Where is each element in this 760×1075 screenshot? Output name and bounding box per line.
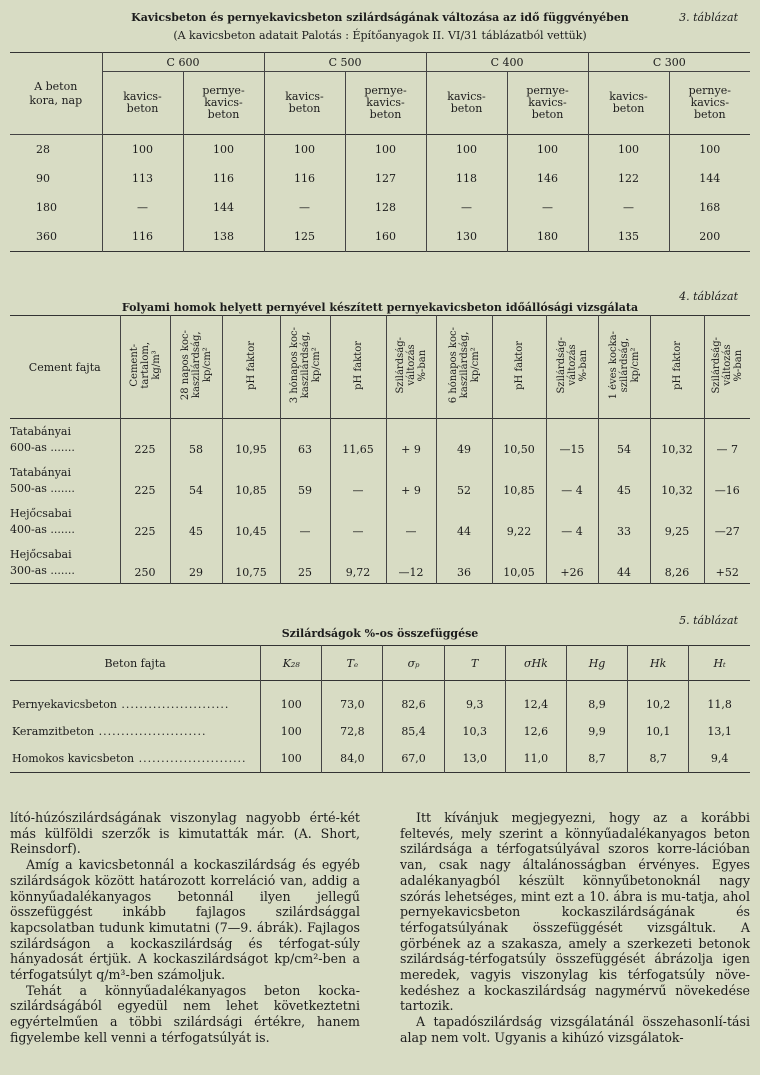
table4-cell: 54 [598,419,650,461]
table3-cell: 116 [264,164,345,193]
left-column [10,810,360,1046]
table3-subheader: pernye- kavics- beton [183,72,264,135]
table3-subheader: kavics- beton [102,72,183,135]
table5-cell: 9,3 [444,681,505,719]
table4 [10,315,750,584]
table5-cell: 11,8 [707,698,732,711]
table5-cell: 10,1 [628,718,689,745]
table5-number: 5. táblázat [679,614,738,627]
table5-cell: 100 [261,745,322,773]
table4-cell: 10,32 [650,419,704,461]
table4-cell: —12 [386,542,436,584]
table5-title: Szilárdságok %-os összefüggése [281,627,479,640]
table5-cell: 100 [261,718,322,745]
table4-cell: 45 [170,501,222,542]
table3 [10,52,750,252]
table5-cell: 13,0 [444,745,505,773]
table4-cell: 45 [598,460,650,501]
table5-cell: 10,3 [444,718,505,745]
table3-subheader: pernye- kavics- beton [688,84,731,121]
table4-header-text: 28 napos koc- kaszilárdság, kp/cm² [179,330,213,401]
table5-cell: 8,9 [566,681,627,719]
paragraph: Itt kívánjuk megjegyezni, hogy az a korábbi feltevés, mely szerint a könnyűadalékanyagos beton szilárdsága a térfogatsúlyával szoros korre-lációban van, csak nagy általánosságban érvényes. Egyes adalékanyagból készült könnyűbetonoknál nagy szórás lehetséges, mint ezt a 10. ábra is mu-tatja, ahol pernyekavicsbeton kockaszilárdságának és térfogatsúlyának összefüggését vizsgáltuk. A görbének az a szakasza, amely a szerkezeti betonok szilárdság-térfogatsúly összefüggését ábrázolja igen meredek, vagyis viszonylag kis térfogatsúly növe-kedéshez a kockaszilárdság nagymérvű növekedése tartozik. [400,810,750,1014]
table4-header-text: pH faktor [352,341,364,390]
table5-header: σₚ [383,646,444,681]
table3-cell: 100 [699,143,721,156]
table4-header [222,316,280,419]
table5-header: Hg [566,646,627,681]
table5-cell: 8,7 [566,745,627,773]
table4-header-text: Szilárdság- változás %-ban [710,337,744,394]
table5-header: Tₑ [322,646,383,681]
table4-header-text: Szilárdság- változás %-ban [555,337,589,394]
table4-cell: — [386,501,436,542]
table3-cell: 144 [699,172,721,185]
table4-cell: 52 [436,460,492,501]
cement-grade: 600-as ....... [10,440,120,456]
cement-grade: 300-as ....... [10,563,120,579]
table-row [10,542,750,584]
table3-cell: 135 [588,222,669,252]
table4-cell: +26 [546,542,598,584]
table4-number: 4. táblázat [679,290,738,303]
table5-cell: 12,4 [505,681,566,719]
table-row [10,164,750,193]
cement-brand: Hejőcsabai [10,548,72,561]
table3-cell: — [264,193,345,222]
table4-cell: — [330,460,386,501]
table3-cell: 100 [102,135,183,165]
table4-cement-name [10,460,120,501]
table4-header [650,316,704,419]
table4-cell: — 7 [716,443,738,456]
table4-header [492,316,546,419]
table4-cement-name [10,419,120,461]
table3-cell: 100 [183,135,264,165]
table3-cell: — [102,193,183,222]
table4-header [330,316,386,419]
cement-grade: 400-as ....... [10,522,120,538]
table4-cell: 29 [170,542,222,584]
table3-cell: 100 [264,135,345,165]
table3-cell: 130 [426,222,507,252]
table5-cell: 100 [261,681,322,719]
table4-cell: —16 [714,484,740,497]
table-row [10,135,750,165]
table4-cell: — [280,501,330,542]
table4-header-text: 3 hónapos koc- kaszilárdság, kp/cm² [288,327,322,404]
table4-header-text: pH faktor [671,341,683,390]
cement-brand: Hejőcsabai [10,507,72,520]
table4-cell: 225 [120,501,170,542]
table4-header [598,316,650,419]
table3-cell: 200 [699,230,721,243]
table4-cell: 225 [120,419,170,461]
table5-header: Beton fajta [10,646,261,681]
table3-cell: 100 [426,135,507,165]
table-row [10,193,750,222]
table4-cell: 10,32 [650,460,704,501]
cement-grade: 500-as ....... [10,481,120,497]
table3-group: C 300 [588,53,750,72]
table4-cell: 54 [170,460,222,501]
table4-cell: —27 [714,525,740,538]
table3-cell: 168 [699,201,721,214]
table5 [10,645,750,773]
table4-cell: 44 [436,501,492,542]
table4-header [280,316,330,419]
table4-header-text: pH faktor [245,341,257,390]
table3-day: 360 [10,222,102,252]
table3-day: 28 [10,135,102,165]
cement-brand: Tatabányai [10,466,71,479]
table-row [10,419,750,461]
table-row [10,745,750,773]
table3-group: C 500 [264,53,426,72]
table5-beton-name: Homokos kavicsbeton ..... [10,745,261,773]
table4-cell: 33 [598,501,650,542]
table3-subheader: pernye- kavics- beton [345,72,426,135]
table3-cell: 128 [345,193,426,222]
table4-header [546,316,598,419]
table3-cell: 146 [507,164,588,193]
table5-header: σHk [505,646,566,681]
table3-subheader: kavics- beton [588,72,669,135]
table5-cell: 9,9 [566,718,627,745]
table3-cell: 116 [183,164,264,193]
table4-cell: 8,26 [650,542,704,584]
table5-cell: 67,0 [383,745,444,773]
table4-cell: 250 [120,542,170,584]
table5-cell: 13,1 [707,725,732,738]
table5-header: Hk [628,646,689,681]
table5-cell: 12,6 [505,718,566,745]
table4-cell: — [330,501,386,542]
table5-cell: 11,0 [505,745,566,773]
table5-cell: 82,6 [383,681,444,719]
table4-cell: 10,85 [222,460,280,501]
table3-row-header: A beton kora, nap [10,53,102,135]
table5-header: Hₜ [713,656,726,670]
table5-cell: 84,0 [322,745,383,773]
table4-cell: 49 [436,419,492,461]
table4-cell: 44 [598,542,650,584]
paragraph: Tehát a könnyűadalékanyagos beton kocka-szilárdságából egyedül nem lehet következtetni egyértelműen a többi szilárdsági értékre, hanem figyelembe kell venni a térfogatsúlyát is. [10,982,360,1045]
table4-title: Folyami homok helyett pernyével készített pernyekavicsbeton időállósági vizsgálata [121,301,639,314]
table-row [10,222,750,252]
table3-day: 180 [10,193,102,222]
table3-cell: — [507,193,588,222]
table4-cell: + 9 [386,460,436,501]
body-text [10,810,750,1046]
table-row [10,501,750,542]
table3-number: 3. táblázat [679,11,738,24]
table4-header-text: pH faktor [513,341,525,390]
table3-cell: 100 [345,135,426,165]
table4-cell: 9,25 [650,501,704,542]
table5-cell: 8,7 [628,745,689,773]
table4-header [704,316,750,419]
table3-subheader: pernye- kavics- beton [507,72,588,135]
table-row [10,681,750,719]
table4-header-text: Cement- tartalom, kg/m³ [128,342,162,389]
paragraph: A tapadószilárdság vizsgálatánál összehasonlí-tási alap nem volt. Ugyanis a kihúzó vizsgálatok- [400,1014,750,1045]
table3-cell: 160 [345,222,426,252]
table4-cell: 225 [120,460,170,501]
table3-subheader: kavics- beton [264,72,345,135]
table4-header-text: Szilárdság- változás %-ban [394,337,428,394]
table4-cement-name [10,501,120,542]
table4-header: Cement fajta [10,316,120,419]
table5-cell: 72,8 [322,718,383,745]
table5-header: T [444,646,505,681]
table3-group: C 400 [426,53,588,72]
table4-header [436,316,492,419]
table3-cell: 113 [102,164,183,193]
table-row [10,460,750,501]
table3-subtitle: (A kavicsbeton adatait Palotás : Építőanyagok II. VI/31 táblázatból vettük) [173,29,587,42]
table3-cell: — [588,193,669,222]
table4-header [120,316,170,419]
table5-cell: 9,4 [710,752,729,765]
table4-cell: 10,45 [222,501,280,542]
table5-cell: 10,2 [628,681,689,719]
table3-cell: 138 [183,222,264,252]
table5-beton-name: Pernyekavicsbeton ..... [10,681,261,719]
table5-header: K₂₈ [261,646,322,681]
table3-cell: 127 [345,164,426,193]
table4-cell: 63 [280,419,330,461]
table3-cell: 144 [183,193,264,222]
table3-group: C 600 [102,53,264,72]
table5-cell: 73,0 [322,681,383,719]
table4-header [386,316,436,419]
table3-title: Kavicsbeton és pernyekavicsbeton szilárdságának változása az idő függvényében [131,11,629,24]
table5-cell: 85,4 [383,718,444,745]
table4-cell: 59 [280,460,330,501]
table4-cement-name [10,542,120,584]
table3-day: 90 [10,164,102,193]
paragraph: lító-húzószilárdságának viszonylag nagyobb érté-két más külföldi szerzők is kimutatták már. (A. Short, Reinsdorf). [10,810,360,857]
table3-cell: 118 [426,164,507,193]
table4-header-text: 1 éves kocka- szilárdság, kp/cm² [607,331,641,400]
table4-header-text: 6 hónapos koc- kaszilárdság, kp/cm² [447,327,481,404]
table3-cell: 116 [102,222,183,252]
table4-header [170,316,222,419]
table4-cell: 10,95 [222,419,280,461]
right-column [400,810,750,1046]
table4-cell: 11,65 [330,419,386,461]
table3-cell: 122 [588,164,669,193]
table4-cell: 36 [436,542,492,584]
table4-cell: 9,72 [330,542,386,584]
table-row [10,718,750,745]
table3-cell: — [426,193,507,222]
table4-cell: 10,05 [492,542,546,584]
table4-cell: 58 [170,419,222,461]
table4-cell: — 4 [546,460,598,501]
table3-cell: 100 [507,135,588,165]
table3-cell: 180 [507,222,588,252]
table4-cell: 10,75 [222,542,280,584]
table4-cell: + 9 [386,419,436,461]
table3-cell: 125 [264,222,345,252]
table4-cell: 9,22 [492,501,546,542]
table4-cell: —15 [546,419,598,461]
table3-subheader: kavics- beton [426,72,507,135]
table5-beton-name: Keramzitbeton ..... [10,718,261,745]
table4-cell: +52 [715,566,739,579]
table4-cell: 10,50 [492,419,546,461]
cement-brand: Tatabányai [10,425,71,438]
table3-cell: 100 [588,135,669,165]
table4-cell: 10,85 [492,460,546,501]
table4-cell: — 4 [546,501,598,542]
paragraph: Amíg a kavicsbetonnál a kockaszilárdság és egyéb szilárdságok között határozott korreláció van, addig a könnyűadalékanyagos betonnál ilyen jellegű összefüggést inkább fajlagos szilárdsággal kapcsolatban tudunk kimutatni (7—9. ábrák). Fajlagos szilárdságon a kockaszilárdság és térfogat-súly hányadosát értjük. A kockaszilárdságot kp/cm²-ben a térfogatsúlyt q/m³-ben számoljuk. [10,857,360,983]
table4-cell: 25 [280,542,330,584]
